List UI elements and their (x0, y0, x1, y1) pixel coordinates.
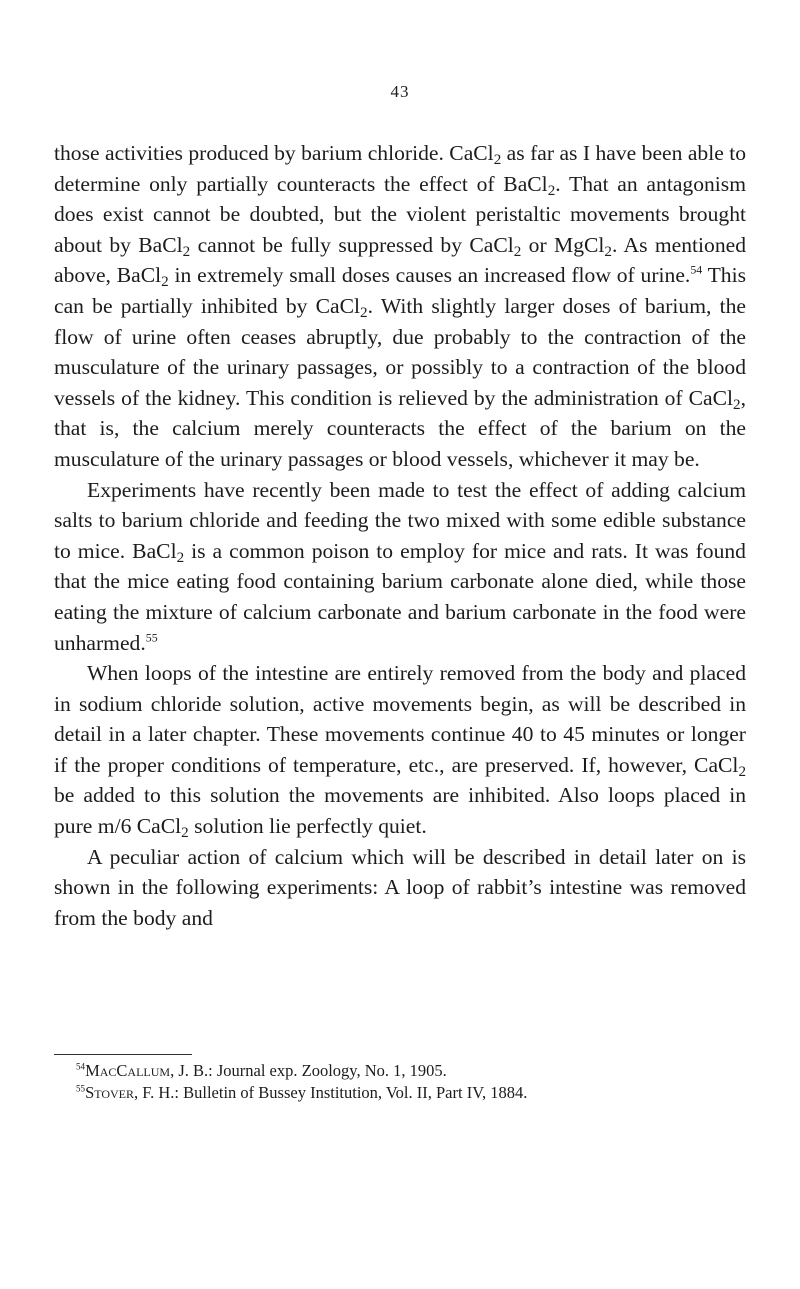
footnote-reference: 55 (145, 630, 158, 645)
subscript: 2 (513, 243, 522, 260)
footnote-rule (54, 1054, 192, 1055)
footnote-55 (54, 1082, 746, 1104)
subscript: 2 (547, 182, 556, 199)
footnote-author: Stover (85, 1083, 135, 1102)
text-run: . With slightly larger doses of barium, the flow of urine often ceases abruptly, due probably to the contraction of the musculature of the urinary passages, or possibly to a contraction of the blood vessels of the kidney. This condition is relieved by the administration of CaCl (54, 293, 746, 410)
text-run: is a common poison to employ for mice and rats. It was found that the mice eating food containing barium carbonate alone died, while those eating the mixture of calcium carbonate and barium carbonate in the food were unharmed. (54, 538, 746, 655)
paragraph-p2 (54, 475, 746, 659)
text-run: be added to this solution the movements are inhibited. Also loops placed in pure m/6 CaCl (54, 783, 746, 839)
footnote-marker: 54 (76, 1061, 86, 1072)
page-number: 43 (390, 82, 410, 101)
footnote-text: , J. B.: Journal exp. Zoology, No. 1, 1905. (170, 1061, 447, 1080)
subscript: 2 (182, 243, 191, 260)
text-run: as far as I have been able to determine only partially counteracts the effect of BaCl (54, 141, 747, 196)
text-run: solution lie perfectly quiet. (188, 814, 427, 839)
subscript: 2 (493, 151, 502, 168)
text-run: A peculiar action of calcium which will be described in detail later on is shown in the following experiments: A loop of rabbit’s intestine was removed from the body and (54, 844, 746, 930)
footnote-text: , F. H.: Bulletin of Bussey Institution, Vol. II, Part IV, 1884. (134, 1083, 528, 1102)
footnote-marker: 55 (76, 1083, 86, 1094)
footnote-author: MacCallum (85, 1061, 171, 1080)
footnote-54 (54, 1060, 746, 1082)
body-text (54, 138, 746, 933)
subscript: 2 (176, 549, 185, 566)
subscript: 2 (604, 243, 612, 260)
footnotes (54, 1060, 746, 1104)
paragraph-p4 (54, 842, 746, 934)
text-run: . That an antagonism does exist cannot be doubted, but the violent peristaltic movements brought about by BaCl (54, 171, 746, 257)
text-run: Experiments have recently been made to test the effect of adding calcium salts to barium chloride and feeding the two mixed with some edible substance to mice. BaCl (54, 477, 746, 563)
subscript: 2 (738, 763, 746, 780)
footnote-reference: 54 (690, 263, 703, 278)
subscript: 2 (181, 824, 189, 841)
subscript: 2 (360, 304, 368, 321)
text-run: or MgCl (521, 232, 605, 257)
paragraph-p1 (54, 138, 746, 475)
subscript: 2 (161, 274, 169, 291)
text-run: in extremely small doses causes an increased flow of urine. (168, 263, 691, 288)
text-run: When loops of the intestine are entirely removed from the body and placed in sodium chloride solution, active movements begin, as will be described in detail in a later chapter. These movements continue 40 to 45 minutes or longer if the proper conditions of temperature, etc., are preserved. If, however, CaCl (54, 661, 746, 777)
subscript: 2 (733, 396, 741, 413)
text-run: those activities produced by barium chloride. CaCl (54, 141, 494, 165)
text-run: , that is, the calcium merely counteracts the effect of the barium on the musculature of the urinary passages or blood vessels, whichever it may be. (54, 385, 746, 471)
text-run: . As mentioned above, BaCl (54, 232, 746, 288)
text-run: This can be partially inhibited by CaCl (54, 263, 746, 318)
text-run: cannot be fully suppressed by CaCl (190, 232, 514, 257)
paragraph-p3 (54, 658, 746, 842)
